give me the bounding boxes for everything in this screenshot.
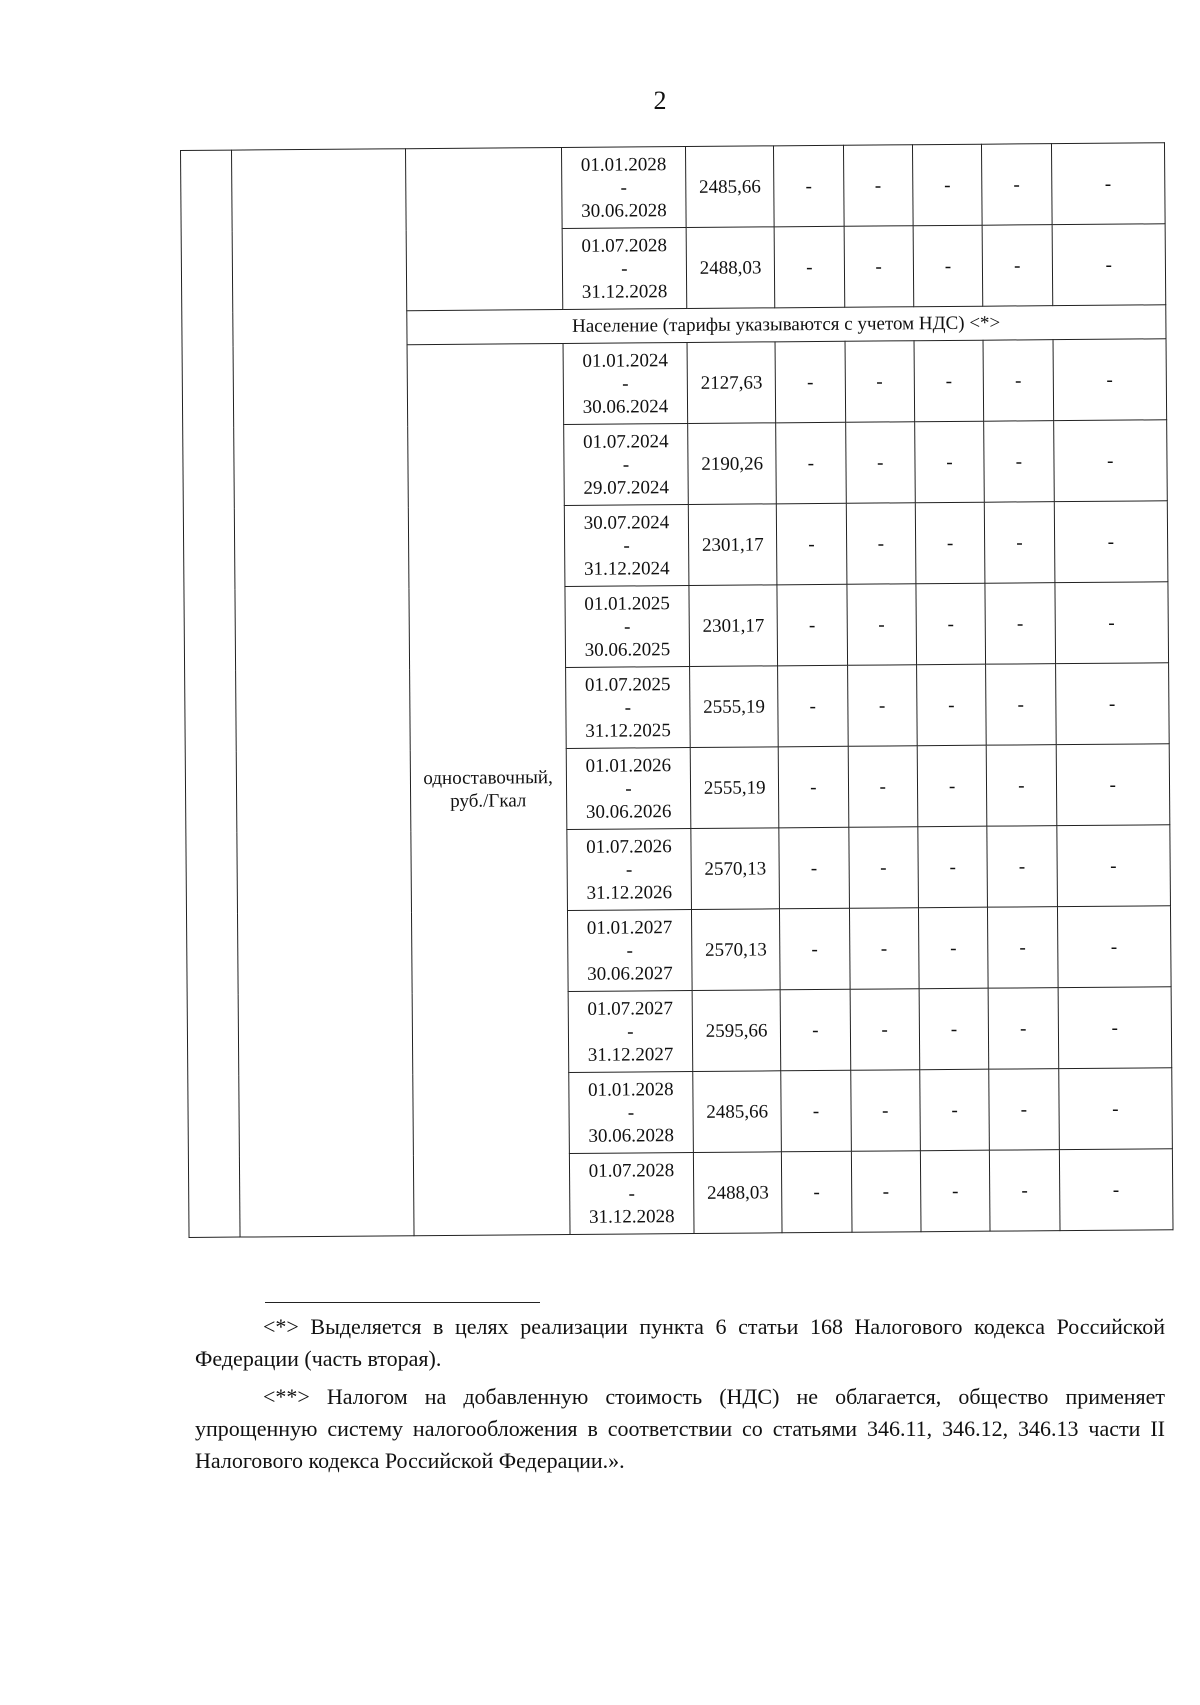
rate-type-cell xyxy=(405,148,563,311)
tariff-value: 2570,13 xyxy=(691,828,780,910)
empty-value-dash: - xyxy=(1053,339,1167,421)
empty-value-dash: - xyxy=(914,340,984,422)
empty-value-dash: - xyxy=(777,584,847,666)
period-sep: - xyxy=(627,1101,635,1124)
period-cell xyxy=(565,667,690,749)
empty-value-dash: - xyxy=(1057,906,1171,988)
empty-value-dash: - xyxy=(777,503,847,585)
period-to: 31.12.2027 xyxy=(587,1043,674,1066)
empty-value-dash: - xyxy=(1059,1149,1173,1231)
period-sep: - xyxy=(623,615,631,638)
number-column xyxy=(181,150,240,1237)
period-cell xyxy=(561,147,686,229)
empty-value-dash: - xyxy=(918,826,988,908)
empty-value-dash: - xyxy=(847,665,917,747)
period-cell xyxy=(562,228,687,310)
period-to: 29.07.2024 xyxy=(583,476,669,499)
period-from: 01.07.2027 xyxy=(587,997,674,1020)
empty-value-dash: - xyxy=(913,225,983,307)
period-from: 01.01.2024 xyxy=(582,349,668,372)
period-sep: - xyxy=(626,939,634,962)
empty-value-dash: - xyxy=(1053,420,1167,502)
empty-value-dash: - xyxy=(1052,224,1166,306)
period-cell xyxy=(568,991,693,1073)
period-to: 31.12.2026 xyxy=(586,881,673,904)
tariff-value: 2485,66 xyxy=(686,146,775,228)
footnote-1: <*> Выделяется в целях реализации пункта 6 статьи 168 Налогового кодекса Российской Федерации (часть вторая). xyxy=(195,1314,1165,1371)
period-to: 30.06.2024 xyxy=(582,395,669,418)
unit-label: одноставочный, xyxy=(423,767,553,790)
empty-value-dash: - xyxy=(984,421,1054,503)
empty-value-dash: - xyxy=(851,1151,921,1233)
empty-value-dash: - xyxy=(916,583,986,665)
period-from: 01.01.2026 xyxy=(585,754,672,777)
table-row xyxy=(181,143,1166,232)
tariff-value: 2570,13 xyxy=(692,909,781,991)
empty-value-dash: - xyxy=(845,341,915,423)
period-sep: - xyxy=(624,696,632,719)
period-cell xyxy=(566,748,691,830)
empty-value-dash: - xyxy=(985,583,1055,665)
tariff-value: 2555,19 xyxy=(690,666,779,748)
empty-value-dash: - xyxy=(986,664,1056,746)
period-cell xyxy=(564,505,689,587)
empty-value-dash: - xyxy=(982,144,1052,226)
period-to: 30.06.2026 xyxy=(585,800,672,823)
period-from: 01.01.2025 xyxy=(584,592,670,615)
footnote-rule xyxy=(265,1302,540,1303)
empty-value-dash: - xyxy=(990,1150,1060,1232)
empty-value-dash: - xyxy=(774,145,844,227)
tariff-value: 2485,66 xyxy=(693,1071,782,1153)
period-to: 30.06.2025 xyxy=(584,638,671,661)
empty-value-dash: - xyxy=(782,1151,852,1233)
empty-value-dash: - xyxy=(1055,663,1169,745)
empty-value-dash: - xyxy=(848,827,918,909)
period-from: 01.01.2028 xyxy=(588,1078,674,1101)
period-sep: - xyxy=(623,534,630,557)
period-sep: - xyxy=(621,257,628,280)
footnotes xyxy=(195,1311,1165,1483)
period-cell xyxy=(563,424,688,506)
group-header: Население (тарифы указываются с учетом НДС) <*> xyxy=(406,305,1166,345)
tariff-value: 2595,66 xyxy=(692,990,781,1072)
period-to: 31.12.2024 xyxy=(583,557,670,580)
empty-value-dash: - xyxy=(774,226,844,308)
empty-value-dash: - xyxy=(988,907,1058,989)
empty-value-dash: - xyxy=(915,502,985,584)
period-from: 01.07.2025 xyxy=(584,673,671,696)
empty-value-dash: - xyxy=(917,745,987,827)
empty-value-dash: - xyxy=(778,665,848,747)
tariff-table xyxy=(180,142,1174,1238)
period-to: 31.12.2028 xyxy=(581,280,668,303)
empty-value-dash: - xyxy=(919,988,989,1070)
period-to: 31.12.2025 xyxy=(585,719,671,742)
period-from: 01.01.2027 xyxy=(586,916,673,939)
empty-value-dash: - xyxy=(846,503,916,585)
period-cell xyxy=(567,910,692,992)
empty-value-dash: - xyxy=(984,502,1054,584)
empty-value-dash: - xyxy=(983,340,1053,422)
period-from: 01.07.2026 xyxy=(586,835,672,858)
empty-value-dash: - xyxy=(912,144,982,226)
empty-value-dash: - xyxy=(775,341,845,423)
empty-value-dash: - xyxy=(920,1150,990,1232)
empty-value-dash: - xyxy=(1054,582,1168,664)
empty-value-dash: - xyxy=(850,989,920,1071)
empty-value-dash: - xyxy=(776,422,846,504)
empty-value-dash: - xyxy=(779,827,849,909)
tariff-value: 2190,26 xyxy=(688,423,777,505)
empty-value-dash: - xyxy=(845,422,915,504)
empty-value-dash: - xyxy=(844,226,914,308)
period-cell xyxy=(563,343,688,425)
empty-value-dash: - xyxy=(1056,825,1170,907)
empty-value-dash: - xyxy=(1056,744,1170,826)
empty-value-dash: - xyxy=(915,421,985,503)
period-to: 30.06.2028 xyxy=(581,199,667,222)
empty-value-dash: - xyxy=(986,745,1056,827)
empty-value-dash: - xyxy=(1051,143,1165,225)
empty-value-dash: - xyxy=(982,225,1052,307)
empty-value-dash: - xyxy=(846,584,916,666)
period-from: 01.01.2028 xyxy=(580,153,667,176)
empty-value-dash: - xyxy=(920,1069,990,1151)
empty-value-dash: - xyxy=(1058,987,1172,1069)
period-to: 31.12.2028 xyxy=(589,1205,675,1228)
period-sep: - xyxy=(622,372,629,395)
period-sep: - xyxy=(625,777,632,800)
empty-value-dash: - xyxy=(778,746,848,828)
period-from: 30.07.2024 xyxy=(583,511,670,534)
empty-value-dash: - xyxy=(1054,501,1168,583)
tariff-value: 2127,63 xyxy=(687,342,776,424)
period-to: 30.06.2028 xyxy=(588,1124,675,1147)
footnote-2: <**> Налогом на добавленную стоимость (НДС) не облагается, общество применяет упрощенную систему налогообложения в соответствии со статьями 346.11, 346.12, 346.13 части II Налогового кодекса Российской Федерации.». xyxy=(195,1384,1165,1473)
period-to: 30.06.2027 xyxy=(587,962,673,985)
empty-value-dash: - xyxy=(989,1069,1059,1151)
period-sep: - xyxy=(627,1020,634,1043)
empty-value-dash: - xyxy=(780,908,850,990)
tariff-value: 2301,17 xyxy=(689,585,778,667)
empty-value-dash: - xyxy=(849,908,919,990)
period-cell xyxy=(569,1152,694,1234)
empty-value-dash: - xyxy=(843,145,913,227)
rate-type-cell xyxy=(407,343,570,1235)
period-from: 01.07.2024 xyxy=(582,430,669,453)
empty-value-dash: - xyxy=(848,746,918,828)
period-sep: - xyxy=(625,858,633,881)
page-number: 2 xyxy=(653,86,667,115)
tariff-value: 2301,17 xyxy=(688,504,777,586)
organization-column xyxy=(231,149,413,1237)
period-cell xyxy=(567,829,692,911)
empty-value-dash: - xyxy=(780,989,850,1071)
tariff-value: 2488,03 xyxy=(694,1152,783,1234)
empty-value-dash: - xyxy=(1058,1068,1172,1150)
period-cell xyxy=(569,1072,694,1154)
period-from: 01.07.2028 xyxy=(588,1159,675,1182)
period-sep: - xyxy=(622,453,630,476)
period-sep: - xyxy=(628,1182,635,1205)
empty-value-dash: - xyxy=(850,1070,920,1152)
unit-label: руб./Гкал xyxy=(450,790,527,812)
tariff-value: 2488,03 xyxy=(686,227,775,309)
period-cell xyxy=(565,586,690,668)
empty-value-dash: - xyxy=(781,1070,851,1152)
tariff-value: 2555,19 xyxy=(690,747,779,829)
period-sep: - xyxy=(620,176,628,199)
empty-value-dash: - xyxy=(918,907,988,989)
empty-value-dash: - xyxy=(987,826,1057,908)
empty-value-dash: - xyxy=(916,664,986,746)
empty-value-dash: - xyxy=(988,988,1058,1070)
period-from: 01.07.2028 xyxy=(581,234,668,257)
